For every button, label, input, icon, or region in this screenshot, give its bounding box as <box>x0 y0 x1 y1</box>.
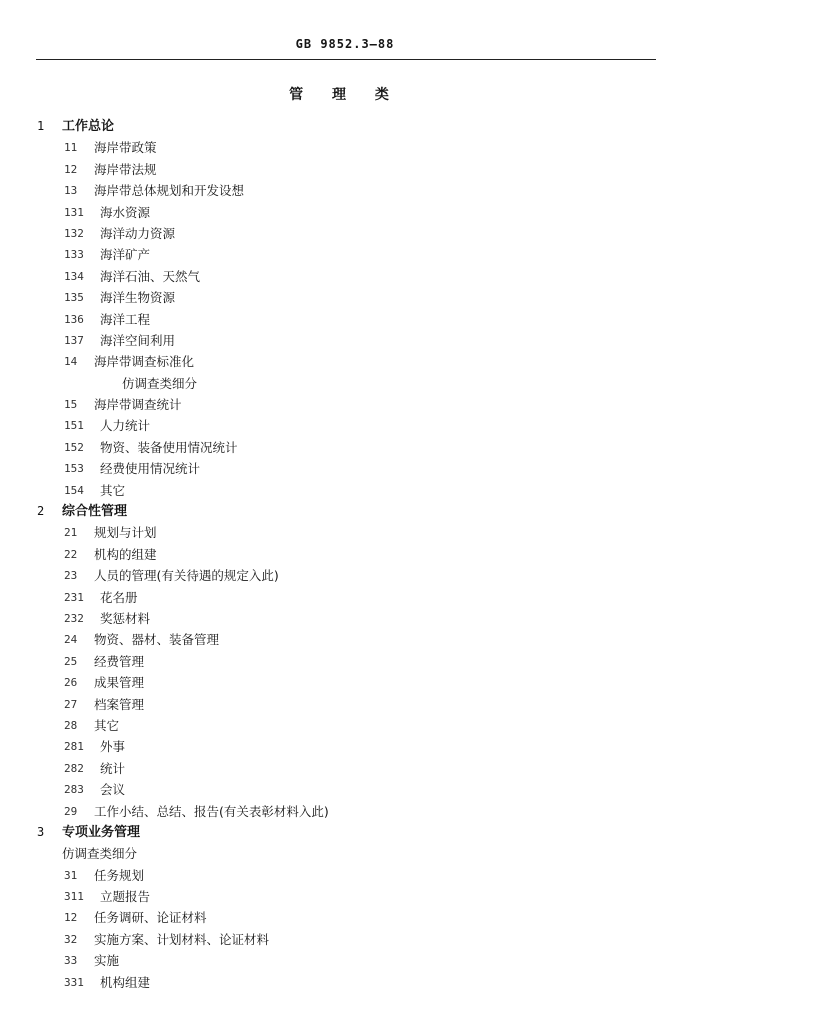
category-code: 15 <box>64 398 78 412</box>
category-code: 283 <box>64 783 84 797</box>
category-label: 综合性管理 <box>62 504 128 520</box>
category-code: 26 <box>64 676 78 690</box>
standard-code: GB 9852.3—88 <box>295 37 395 51</box>
category-item <box>0 244 690 265</box>
category-item <box>0 651 690 672</box>
category-code: 133 <box>64 248 84 262</box>
category-code: 1 <box>37 119 45 133</box>
header-rule <box>36 59 656 60</box>
category-item <box>0 565 690 586</box>
category-code: 311 <box>64 890 84 904</box>
category-label: 档案管理 <box>94 696 145 712</box>
category-label: 海岸带调查标准化 <box>94 354 195 370</box>
category-item <box>0 180 690 201</box>
category-item <box>0 223 690 244</box>
category-code: 31 <box>64 868 78 882</box>
category-item <box>0 330 690 351</box>
category-code: 281 <box>64 740 84 754</box>
category-item <box>0 587 690 608</box>
category-item <box>0 694 690 715</box>
category-label: 海岸带调查统计 <box>94 397 182 413</box>
category-code: 21 <box>64 526 78 540</box>
category-heading <box>0 116 690 137</box>
category-label: 花名册 <box>100 589 138 605</box>
category-code: 12 <box>64 911 78 925</box>
category-code: 282 <box>64 761 84 775</box>
category-code: 32 <box>64 932 78 946</box>
category-label: 海岸带政策 <box>94 140 157 156</box>
category-note <box>0 843 690 864</box>
category-item <box>0 544 690 565</box>
category-code: 2 <box>37 504 45 519</box>
category-label: 人员的管理(有关待遇的规定入此) <box>94 568 279 584</box>
category-code: 14 <box>64 355 78 369</box>
category-item <box>0 480 690 501</box>
category-label: 规划与计划 <box>94 525 157 541</box>
category-code: 154 <box>64 483 84 497</box>
category-label: 会议 <box>100 782 126 798</box>
category-note <box>0 373 690 394</box>
category-item <box>0 309 690 330</box>
category-item <box>0 715 690 736</box>
category-label: 物资、器材、装备管理 <box>94 632 220 648</box>
category-item <box>0 801 690 822</box>
category-code: 25 <box>64 654 78 668</box>
category-code: 331 <box>64 975 84 989</box>
category-label: 实施方案、计划材料、论证材料 <box>94 931 270 947</box>
category-label: 海洋石油、天然气 <box>100 268 201 284</box>
category-label: 海洋工程 <box>100 311 151 327</box>
category-label: 实施 <box>94 953 120 969</box>
category-code: 152 <box>64 440 84 454</box>
section-title: 管 理 类 <box>289 87 401 103</box>
category-label: 任务调研、论证材料 <box>94 910 207 926</box>
category-label: 海水资源 <box>100 204 151 220</box>
category-label: 奖惩材料 <box>100 610 151 626</box>
category-label: 统计 <box>100 760 126 776</box>
category-label: 其它 <box>94 717 120 733</box>
category-code: 27 <box>64 697 78 711</box>
category-label: 经费使用情况统计 <box>100 461 201 477</box>
category-heading <box>0 501 690 522</box>
category-code: 24 <box>64 633 78 647</box>
category-code: 231 <box>64 590 84 604</box>
category-code: 137 <box>64 333 84 347</box>
category-code: 13 <box>64 184 78 198</box>
classification-list <box>0 116 690 993</box>
category-code: 28 <box>64 718 78 732</box>
category-label: 经费管理 <box>94 653 145 669</box>
category-code: 23 <box>64 569 78 583</box>
category-label: 仿调查类细分 <box>122 375 198 391</box>
category-item <box>0 202 690 223</box>
category-code: 33 <box>64 954 78 968</box>
category-label: 海洋动力资源 <box>100 225 176 241</box>
category-label: 专项业务管理 <box>62 824 141 840</box>
category-code: 29 <box>64 804 78 818</box>
category-label: 仿调查类细分 <box>62 846 138 862</box>
category-item <box>0 758 690 779</box>
category-label: 机构的组建 <box>94 546 157 562</box>
category-item <box>0 672 690 693</box>
category-label: 任务规划 <box>94 867 145 883</box>
category-label: 海洋空间利用 <box>100 332 176 348</box>
category-item <box>0 608 690 629</box>
category-code: 132 <box>64 226 84 240</box>
category-item <box>0 351 690 372</box>
category-label: 物资、装备使用情况统计 <box>100 439 238 455</box>
category-item <box>0 437 690 458</box>
category-item <box>0 394 690 415</box>
category-item <box>0 159 690 180</box>
category-label: 人力统计 <box>100 418 151 434</box>
category-code: 11 <box>64 141 78 155</box>
category-item <box>0 736 690 757</box>
category-code: 3 <box>37 824 45 839</box>
category-code: 153 <box>64 462 84 476</box>
category-code: 134 <box>64 269 84 283</box>
category-label: 工作小结、总结、报告(有关表彰材料入此) <box>94 803 329 819</box>
category-heading <box>0 822 690 843</box>
category-label: 其它 <box>100 482 126 498</box>
category-label: 工作总论 <box>62 119 115 134</box>
category-code: 151 <box>64 419 84 433</box>
category-label: 外事 <box>100 739 126 755</box>
category-item <box>0 458 690 479</box>
category-label: 立题报告 <box>100 889 151 905</box>
category-code: 22 <box>64 547 78 561</box>
category-label: 海岸带法规 <box>94 161 157 177</box>
category-item <box>0 886 690 907</box>
category-item <box>0 779 690 800</box>
category-label: 海洋生物资源 <box>100 290 176 306</box>
category-item <box>0 907 690 928</box>
category-item <box>0 929 690 950</box>
category-label: 海岸带总体规划和开发设想 <box>94 183 245 199</box>
category-item <box>0 137 690 158</box>
category-item <box>0 415 690 436</box>
category-code: 232 <box>64 611 84 625</box>
category-label: 机构组建 <box>100 974 151 990</box>
category-item <box>0 865 690 886</box>
category-item <box>0 266 690 287</box>
category-item <box>0 950 690 971</box>
category-code: 136 <box>64 312 84 326</box>
category-item <box>0 629 690 650</box>
category-item <box>0 522 690 543</box>
category-label: 海洋矿产 <box>100 247 151 263</box>
category-label: 成果管理 <box>94 675 145 691</box>
category-code: 12 <box>64 162 78 176</box>
category-code: 131 <box>64 205 84 219</box>
category-item <box>0 287 690 308</box>
category-code: 135 <box>64 291 84 305</box>
category-item <box>0 972 690 993</box>
